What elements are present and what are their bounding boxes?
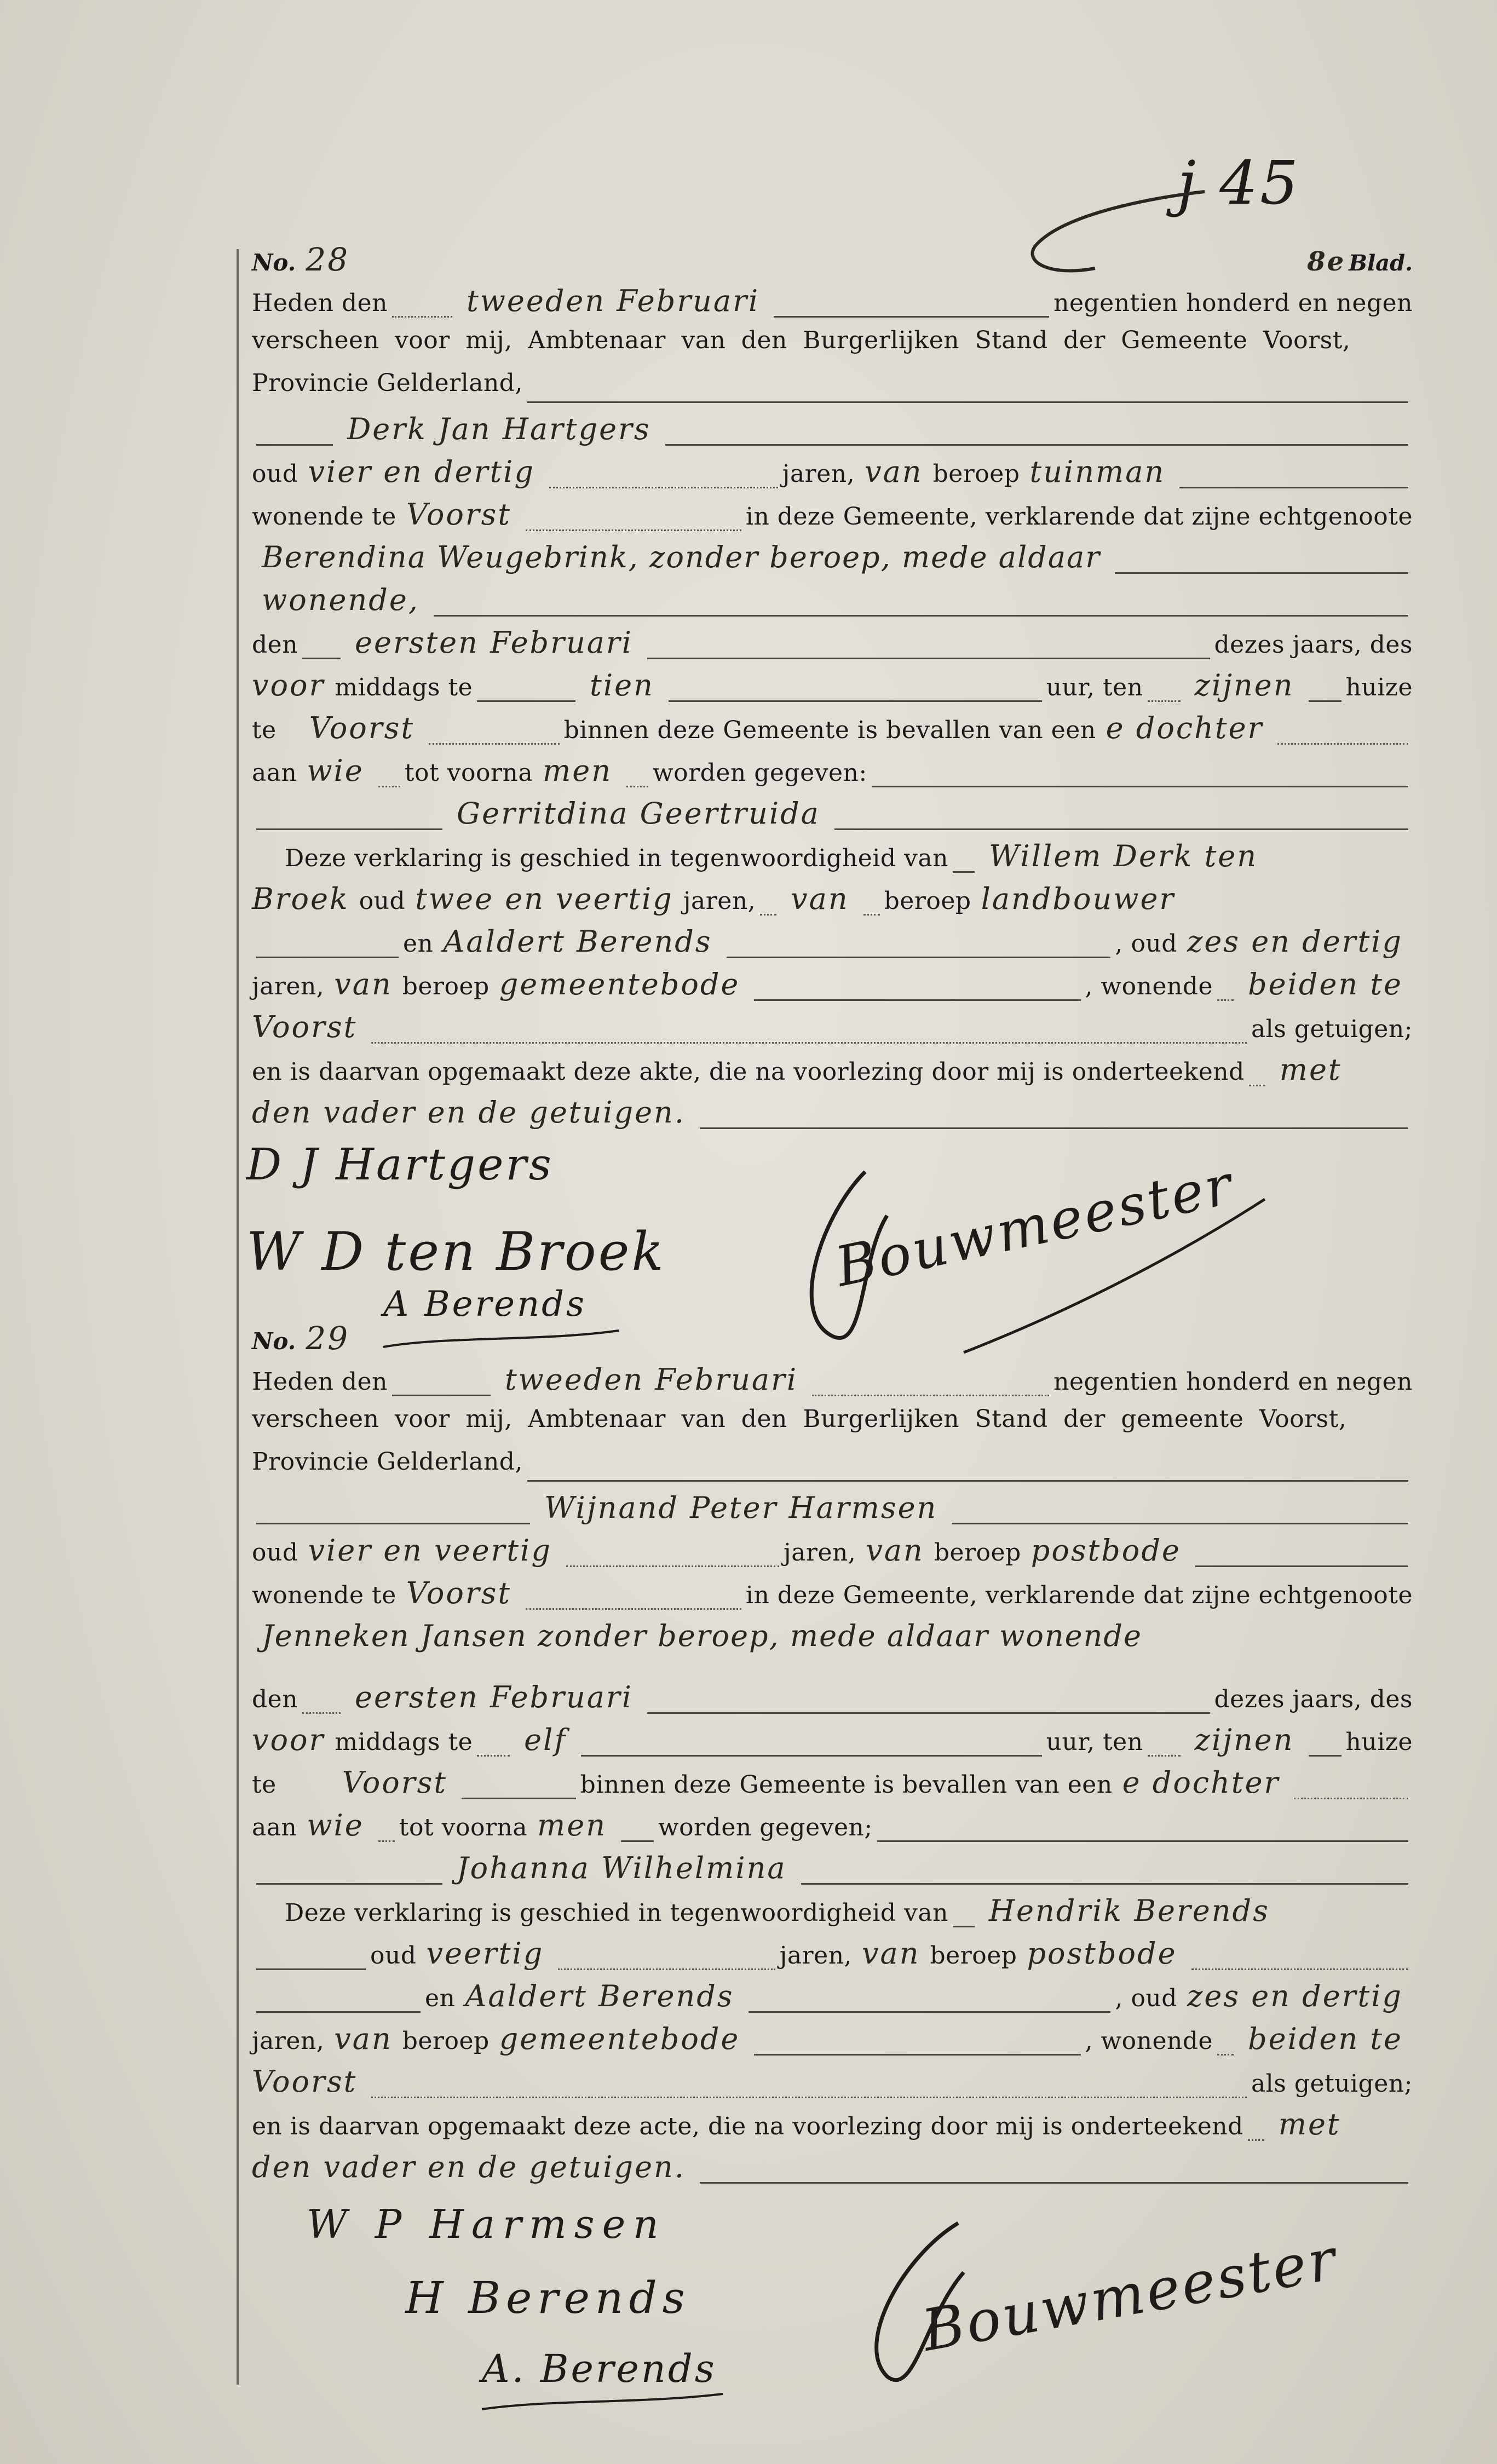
dotted-fill bbox=[302, 1712, 341, 1714]
solid-fill bbox=[754, 999, 1080, 1001]
solid-fill bbox=[754, 2053, 1080, 2056]
solid-fill bbox=[801, 1882, 1408, 1885]
child-name-handwritten: Gerritdina Geertruida bbox=[457, 796, 820, 831]
verklarende-text: in deze Gemeente, verklarende dat zijne echtgenoote bbox=[745, 503, 1413, 531]
men-handwritten: men bbox=[543, 753, 612, 788]
voor-handwritten: voor bbox=[252, 1723, 325, 1757]
solid-fill bbox=[774, 315, 1049, 318]
wie-handwritten: wie bbox=[307, 753, 364, 788]
bevallen-text: binnen deze Gemeente is bevallen van een bbox=[563, 716, 1096, 744]
solid-fill bbox=[256, 1882, 442, 1885]
act-28-registrar-signature: Bouwmeester bbox=[830, 1152, 1240, 1299]
act-28-mother-line bbox=[252, 540, 1413, 583]
jaren-label: jaren, bbox=[683, 887, 756, 915]
solid-fill bbox=[256, 2011, 421, 2013]
act-28-witness1-line bbox=[252, 882, 1413, 924]
bevallen-text: binnen deze Gemeente is bevallen van een bbox=[580, 1771, 1113, 1799]
act-28-number-line bbox=[252, 241, 1413, 284]
jaren-label: jaren, bbox=[782, 460, 855, 488]
dotted-fill bbox=[558, 1968, 775, 1970]
uur-ten-label: uur, ten bbox=[1046, 673, 1143, 701]
solid-fill bbox=[665, 444, 1408, 446]
age-handwritten: vier en dertig bbox=[308, 454, 535, 489]
van-handwritten: van bbox=[334, 2022, 393, 2056]
w-residence-handwritten: Voorst bbox=[252, 2064, 358, 2099]
oud-label: oud bbox=[252, 1539, 298, 1567]
act-28-father-signature: D J Hartgers bbox=[246, 1139, 554, 1190]
uur-ten-label: uur, ten bbox=[1046, 1728, 1143, 1756]
solid-fill bbox=[256, 1522, 530, 1524]
solid-fill bbox=[877, 1840, 1408, 1842]
act-28-provincie-line bbox=[252, 369, 1413, 412]
beroep-label: beroep bbox=[932, 460, 1020, 488]
act-29-place-line bbox=[252, 1765, 1413, 1808]
residence-handwritten: Voorst bbox=[406, 497, 512, 532]
occupation-handwritten: postbode bbox=[1030, 1533, 1181, 1568]
age-handwritten: vier en veertig bbox=[308, 1533, 552, 1568]
solid-fill bbox=[1309, 700, 1341, 702]
provincie-label: Provincie Gelderland, bbox=[252, 1448, 523, 1476]
verscheen-text: verscheen voor mij, Ambtenaar van den Burgerlijken Stand der gemeente Voorst, bbox=[252, 1405, 1347, 1433]
solid-fill bbox=[1115, 572, 1408, 574]
dotted-fill bbox=[477, 1754, 510, 1757]
jaren-label: jaren, bbox=[779, 1942, 853, 1970]
middags-te-label: middags te bbox=[335, 1728, 473, 1756]
dezes-jaars-label: dezes jaars, des bbox=[1214, 631, 1413, 659]
dotted-fill bbox=[1148, 700, 1181, 702]
den-label: den bbox=[252, 1685, 298, 1713]
dotted-fill bbox=[378, 785, 400, 787]
house-handwritten: zijnen bbox=[1194, 668, 1294, 703]
act-29-number-line bbox=[252, 1320, 1413, 1362]
act-28-opgemaakt-line bbox=[252, 1052, 1413, 1095]
deze-verklaring-text: Deze verklaring is geschied in tegenwoordigheid van bbox=[285, 1899, 948, 1927]
witness2-handwritten: Aaldert Berends bbox=[465, 1979, 734, 2013]
margin-rule bbox=[237, 249, 239, 2385]
solid-fill bbox=[647, 1712, 1210, 1714]
act-28-witness1-signature: W D ten Broek bbox=[246, 1221, 666, 1282]
dotted-fill bbox=[760, 913, 776, 916]
act-28-name-given-line bbox=[252, 753, 1413, 796]
dotted-fill bbox=[1248, 2139, 1264, 2141]
dotted-fill bbox=[1191, 1968, 1408, 1970]
huize-label: huize bbox=[1345, 673, 1413, 701]
year-text: negentien honderd en negen bbox=[1053, 1368, 1413, 1396]
w1-age-handwritten: veertig bbox=[426, 1936, 544, 1971]
solid-fill bbox=[256, 956, 399, 958]
oud-comma-label: , oud bbox=[1115, 930, 1177, 958]
act-29-witness1-signature: H Berends bbox=[405, 2272, 690, 2323]
solid-fill bbox=[669, 700, 1042, 702]
act-29-child-line bbox=[252, 1851, 1413, 1893]
act-28-date-line bbox=[252, 284, 1413, 326]
solid-fill bbox=[1179, 486, 1408, 488]
residence-handwritten: Voorst bbox=[406, 1576, 512, 1610]
van-handwritten: van bbox=[865, 454, 923, 489]
beroep-label: beroep bbox=[934, 1539, 1021, 1567]
sex-handwritten: e dochter bbox=[1122, 1765, 1280, 1800]
solid-fill bbox=[748, 2011, 1111, 2013]
act-29-witness2-line bbox=[252, 1979, 1413, 2022]
den-label: den bbox=[252, 631, 298, 659]
act-28-witness-residence-line bbox=[252, 1010, 1413, 1052]
act-29-father-line bbox=[252, 1490, 1413, 1533]
solid-fill bbox=[953, 1925, 975, 1927]
date-handwritten: tweeden Februari bbox=[504, 1362, 798, 1397]
tot-voorna-label: tot voorna bbox=[404, 759, 533, 787]
oud-comma-label: , oud bbox=[1115, 1984, 1177, 2012]
solid-fill bbox=[256, 828, 442, 830]
voor-handwritten: voor bbox=[252, 668, 325, 703]
beroep-label: beroep bbox=[402, 2027, 490, 2055]
dotted-fill bbox=[863, 913, 880, 916]
act-29-witness1-line bbox=[252, 1936, 1413, 1979]
act-28-child-line bbox=[252, 796, 1413, 839]
mother-handwritten: Berendina Weugebrink, zonder beroep, mede aldaar bbox=[262, 540, 1101, 574]
solid-fill bbox=[392, 1394, 491, 1396]
oud-label: oud bbox=[359, 887, 406, 915]
page-number bbox=[1307, 246, 1413, 277]
witness1-handwritten: Willem Derk ten bbox=[988, 839, 1258, 873]
both-handwritten: beiden te bbox=[1248, 2022, 1403, 2056]
van-handwritten: van bbox=[862, 1936, 920, 1971]
dotted-fill bbox=[1277, 742, 1408, 745]
te-label: te bbox=[252, 716, 277, 744]
witness2-handwritten: Aaldert Berends bbox=[443, 924, 712, 959]
en-label: en bbox=[425, 1984, 456, 2012]
dotted-fill bbox=[371, 2096, 1247, 2098]
place-handwritten: Voorst bbox=[309, 711, 415, 745]
act-28-witness-line bbox=[252, 839, 1413, 882]
solid-fill bbox=[872, 785, 1408, 787]
sex-handwritten: e dochter bbox=[1106, 711, 1264, 745]
birthdate-handwritten: eersten Februari bbox=[355, 1680, 633, 1714]
act-28-signed-with-line bbox=[252, 1095, 1413, 1138]
dotted-fill bbox=[626, 785, 648, 787]
heden-den-label: Heden den bbox=[252, 289, 388, 317]
child-name-handwritten: Johanna Wilhelmina bbox=[457, 1851, 787, 1885]
solid-fill bbox=[953, 871, 975, 873]
dotted-fill bbox=[378, 1840, 395, 1842]
solid-fill bbox=[700, 2181, 1408, 2184]
hour-handwritten: tien bbox=[590, 668, 654, 703]
dotted-fill bbox=[429, 742, 560, 745]
signed-with-handwritten: den vader en de getuigen. bbox=[252, 1095, 686, 1130]
solid-fill bbox=[302, 657, 341, 659]
mother-handwritten-cont: wonende, bbox=[262, 583, 419, 617]
solid-fill bbox=[1309, 1754, 1341, 1757]
van-handwritten: van bbox=[866, 1533, 924, 1568]
aan-label: aan bbox=[252, 759, 297, 787]
act-29-opgemaakt-line bbox=[252, 2107, 1413, 2150]
birthdate-handwritten: eersten Februari bbox=[355, 625, 633, 660]
jaren-label: jaren, bbox=[252, 2027, 325, 2055]
dotted-fill bbox=[526, 529, 741, 531]
year-text: negentien honderd en negen bbox=[1053, 289, 1413, 317]
act-29-date-line bbox=[252, 1362, 1413, 1405]
wonende-te-label: wonende te bbox=[252, 503, 396, 531]
worden-gegeven-label: worden gegeven: bbox=[653, 759, 867, 787]
solid-fill bbox=[256, 444, 333, 446]
dotted-fill bbox=[392, 315, 452, 318]
wonende-te-label: wonende te bbox=[252, 1581, 396, 1609]
worden-gegeven-label: worden gegeven; bbox=[658, 1814, 873, 1841]
solid-fill bbox=[700, 1127, 1408, 1129]
dotted-fill bbox=[1217, 999, 1234, 1001]
act-number-prefix: No. bbox=[252, 1328, 296, 1355]
act-29-birthdate-line bbox=[252, 1680, 1413, 1723]
dotted-fill bbox=[566, 1565, 779, 1567]
w2-age-handwritten: zes en dertig bbox=[1187, 1979, 1403, 2013]
beroep-label: beroep bbox=[402, 972, 490, 1000]
witness1-handwritten: Hendrik Berends bbox=[988, 1893, 1270, 1928]
top-scrawl: j 45 bbox=[1177, 148, 1301, 218]
act-29-provincie-line bbox=[252, 1448, 1413, 1490]
house-handwritten: zijnen bbox=[1194, 1723, 1294, 1757]
act-28-age-line bbox=[252, 454, 1413, 497]
act-29-verscheen-line bbox=[252, 1405, 1413, 1448]
verklarende-text: in deze Gemeente, verklarende dat zijne echtgenoote bbox=[745, 1581, 1413, 1609]
solid-fill bbox=[621, 1840, 654, 1842]
deze-verklaring-text: Deze verklaring is geschied in tegenwoordigheid van bbox=[285, 844, 948, 872]
dotted-fill bbox=[371, 1041, 1247, 1044]
dotted-fill bbox=[1217, 2053, 1234, 2056]
oud-label: oud bbox=[370, 1942, 417, 1970]
place-handwritten: Voorst bbox=[342, 1765, 448, 1800]
solid-fill bbox=[834, 828, 1408, 830]
wie-handwritten: wie bbox=[307, 1808, 364, 1843]
solid-fill bbox=[952, 1522, 1408, 1524]
te-label: te bbox=[252, 1771, 277, 1799]
middags-te-label: middags te bbox=[335, 673, 473, 701]
solid-fill bbox=[256, 1968, 366, 1970]
act-28-witness2-signature: A Berends bbox=[383, 1284, 586, 1325]
jaren-label: jaren, bbox=[252, 972, 325, 1000]
dotted-fill bbox=[1294, 1797, 1408, 1799]
act-29-witness2-occ-line bbox=[252, 2022, 1413, 2064]
act-29-age-line bbox=[252, 1533, 1413, 1576]
father-name-handwritten: Derk Jan Hartgers bbox=[347, 412, 651, 446]
als-getuigen-label: als getuigen; bbox=[1251, 1015, 1413, 1043]
w2-occupation-handwritten: gemeentebode bbox=[499, 2022, 740, 2056]
act-29-witness-line bbox=[252, 1893, 1413, 1936]
heden-den-label: Heden den bbox=[252, 1368, 388, 1396]
act-28-mother-line-2 bbox=[252, 583, 1413, 625]
met-handwritten: met bbox=[1278, 2107, 1341, 2141]
solid-fill bbox=[647, 657, 1210, 659]
act-28-witness2-line bbox=[252, 924, 1413, 967]
dotted-fill bbox=[526, 1608, 741, 1610]
act-29-registrar-flourish bbox=[821, 2212, 1259, 2398]
dotted-fill bbox=[549, 486, 778, 488]
oud-label: oud bbox=[252, 460, 298, 488]
witness1-handwritten-cont: Broek bbox=[252, 882, 349, 916]
father-name-handwritten: Wijnand Peter Harmsen bbox=[544, 1490, 938, 1525]
act-29-signed-with-line bbox=[252, 2150, 1413, 2192]
w1-occupation-handwritten: landbouwer bbox=[981, 882, 1176, 916]
dotted-fill bbox=[1148, 1754, 1181, 1757]
solid-fill bbox=[477, 700, 575, 702]
act-29-witness2-signature: A. Berends bbox=[482, 2346, 717, 2391]
w2-age-handwritten: zes en dertig bbox=[1187, 924, 1403, 959]
act-28-witness2-occ-line bbox=[252, 967, 1413, 1010]
act-number: 29 bbox=[306, 1320, 350, 1357]
solid-fill bbox=[527, 401, 1408, 403]
act-29-father-signature: W P Harmsen bbox=[307, 2201, 666, 2247]
act-29-witness-residence-line bbox=[252, 2064, 1413, 2107]
beroep-label: beroep bbox=[930, 1942, 1017, 1970]
w2-occupation-handwritten: gemeentebode bbox=[499, 967, 740, 1001]
men-handwritten: men bbox=[537, 1808, 607, 1843]
act-28-verscheen-line bbox=[252, 326, 1413, 369]
tot-voorna-label: tot voorna bbox=[399, 1814, 528, 1841]
occupation-handwritten: tuinman bbox=[1029, 454, 1166, 489]
met-handwritten: met bbox=[1279, 1052, 1342, 1087]
act-29-hour-line bbox=[252, 1723, 1413, 1765]
dotted-fill bbox=[1249, 1084, 1265, 1086]
act-28-hour-line bbox=[252, 668, 1413, 711]
aan-label: aan bbox=[252, 1814, 297, 1841]
solid-fill bbox=[462, 1797, 576, 1799]
signed-with-handwritten: den vader en de getuigen. bbox=[252, 2150, 686, 2184]
page-number-mark: 8e bbox=[1307, 246, 1346, 277]
hour-handwritten: elf bbox=[524, 1723, 567, 1757]
van-handwritten: van bbox=[334, 967, 393, 1001]
dezes-jaars-label: dezes jaars, des bbox=[1214, 1685, 1413, 1713]
huize-label: huize bbox=[1345, 1728, 1413, 1756]
wonende-comma-label: , wonende bbox=[1085, 2027, 1213, 2055]
solid-fill bbox=[581, 1754, 1041, 1757]
wonende-comma-label: , wonende bbox=[1085, 972, 1213, 1000]
solid-fill bbox=[434, 614, 1408, 617]
als-getuigen-label: als getuigen; bbox=[1251, 2070, 1413, 2098]
solid-fill bbox=[1195, 1565, 1408, 1567]
w1-occupation-handwritten: postbode bbox=[1027, 1936, 1177, 1971]
both-handwritten: beiden te bbox=[1248, 967, 1403, 1001]
act-29-witness2-underline bbox=[476, 2387, 728, 2420]
act-29-residence-line bbox=[252, 1576, 1413, 1619]
opgemaakt-text: en is daarvan opgemaakt deze acte, die na voorlezing door mij is onderteekend bbox=[252, 2112, 1243, 2140]
provincie-label: Provincie Gelderland, bbox=[252, 369, 523, 397]
verscheen-text: verscheen voor mij, Ambtenaar van den Burgerlijken Stand der Gemeente Voorst, bbox=[252, 326, 1351, 354]
w1-age-handwritten: twee en veertig bbox=[415, 882, 673, 916]
act-29-mother-line bbox=[252, 1619, 1413, 1661]
act-number: 28 bbox=[306, 241, 350, 278]
dotted-fill bbox=[812, 1394, 1049, 1396]
en-label: en bbox=[403, 930, 434, 958]
act-28-birthdate-line bbox=[252, 625, 1413, 668]
act-29-name-given-line bbox=[252, 1808, 1413, 1851]
page-label: Blad. bbox=[1349, 250, 1413, 276]
beroep-label: beroep bbox=[884, 887, 971, 915]
act-28-father-line bbox=[252, 412, 1413, 454]
act-29-registrar-signature: Bouwmeester bbox=[917, 2225, 1343, 2364]
jaren-label: jaren, bbox=[784, 1539, 856, 1567]
act-number-prefix: No. bbox=[252, 249, 296, 276]
date-handwritten: tweeden Februari bbox=[466, 284, 760, 318]
van-handwritten: van bbox=[791, 882, 849, 916]
act-28-residence-line bbox=[252, 497, 1413, 540]
opgemaakt-text: en is daarvan opgemaakt deze akte, die na voorlezing door mij is onderteekend bbox=[252, 1058, 1245, 1086]
solid-fill bbox=[527, 1479, 1408, 1482]
mother-handwritten: Jenneken Jansen zonder beroep, mede aldaar wonende bbox=[262, 1619, 1142, 1653]
w-residence-handwritten: Voorst bbox=[252, 1010, 358, 1044]
solid-fill bbox=[727, 956, 1111, 958]
act-28-place-line bbox=[252, 711, 1413, 753]
